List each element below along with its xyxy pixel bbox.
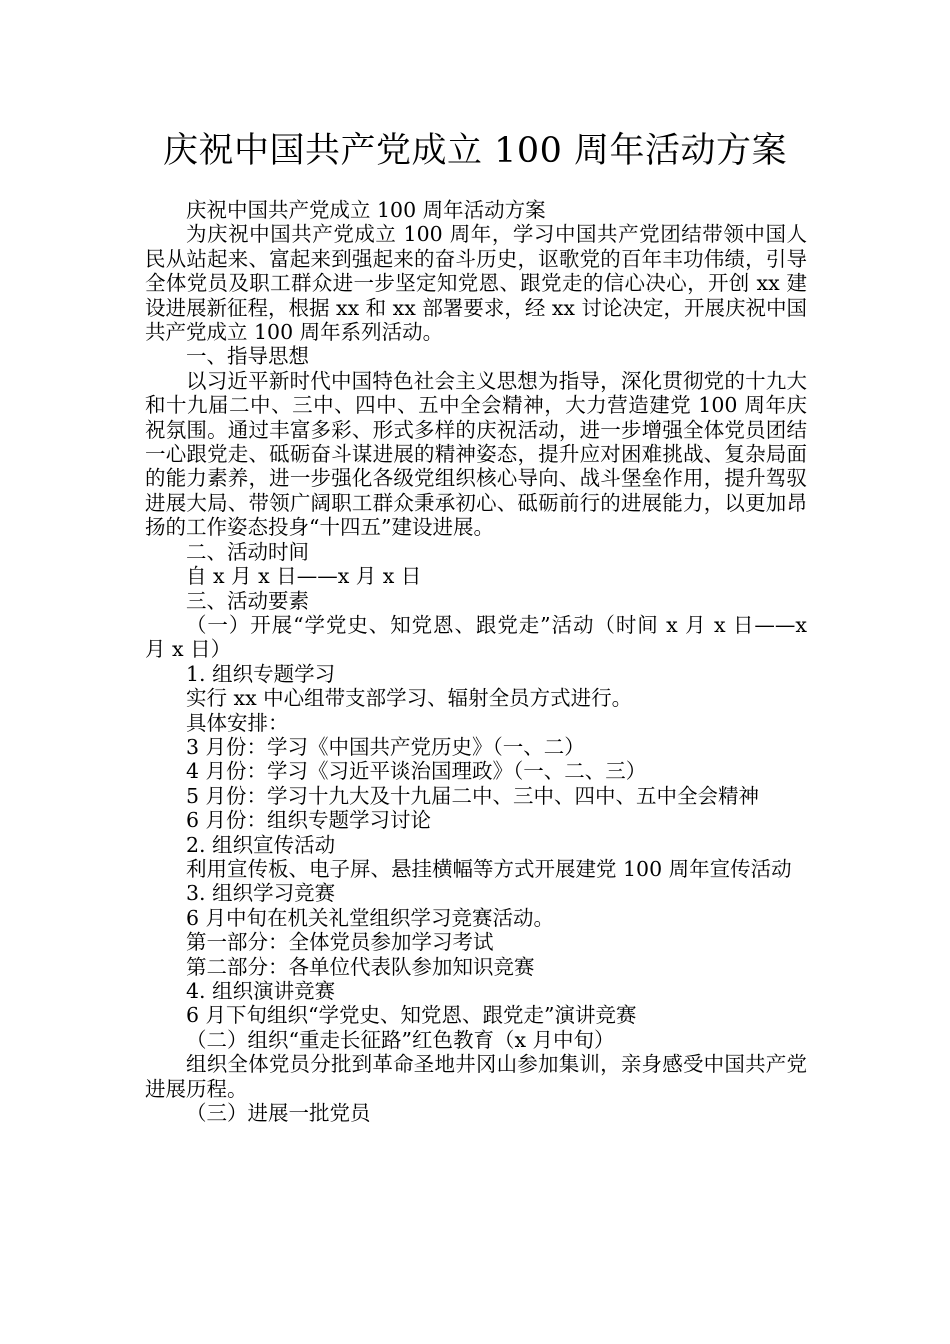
section-heading-activity-elements: 三、活动要素 <box>186 588 309 613</box>
competition-part-2: 第二部分：各单位代表队参加知识竞赛 <box>186 954 535 979</box>
schedule-item-april: 4 月份：学习《习近平谈治国理政》（一、二、三） <box>186 759 647 784</box>
paragraph-guiding-thought: 以习近平新时代中国特色社会主义思想为指导，深化贯彻党的十九大和十九届二中、三中、四中、五中全会精神，大力营造建党 100 周年庆祝氛围。通过丰富多彩、形式多样的庆祝活动，进一步增强全体党员团结一心跟党走、砥砺奋斗谋进展的精神姿态，提升应对困难挑战、复杂局面的能力素养，进一步强化各级党组织核心导向、战斗堡垒作用，提升驾驭进展大局、带领广阔职工群众秉承初心、砥砺前行的进展能力，以更加昂扬的工作姿态投身“十四五”建设进展。 <box>145 368 807 540</box>
schedule-item-june: 6 月份：组织专题学习讨论 <box>186 808 432 833</box>
schedule-item-may: 5 月份：学习十九大及十九届二中、三中、四中、五中全会精神 <box>186 783 760 808</box>
section-heading-guiding-thought: 一、指导思想 <box>186 344 309 369</box>
paragraph-competition: 6 月中旬在机关礼堂组织学习竞赛活动。 <box>186 905 555 930</box>
document-body <box>145 198 807 1125</box>
competition-part-1: 第一部分：全体党员参加学习考试 <box>186 930 494 955</box>
paragraph-intro: 为庆祝中国共产党成立 100 周年，学习中国共产党团结带领中国人民从站起来、富起来到强起来的奋斗历史，讴歌党的百年丰功伟绩，引导全体党员及职工群众进一步坚定知党恩、跟党走的信心决心，开创 xx 建设进展新征程，根据 xx 和 xx 部署要求，经 xx 讨论决定，开展庆祝中国共产党成立 100 周年系列活动。 <box>145 222 807 345</box>
subsection-heading-1: （一）开展“学党史、知党恩、跟党走”活动（时间 x 月 x 日——x 月 x 日） <box>145 612 807 662</box>
item-heading-study: 1. 组织专题学习 <box>186 661 336 686</box>
subsection-heading-2: （二）组织“重走长征路”红色教育（x 月中旬） <box>186 1027 615 1052</box>
document-title: 庆祝中国共产党成立 100 周年活动方案 <box>162 131 788 171</box>
item-heading-speech: 4. 组织演讲竞赛 <box>186 979 336 1003</box>
paragraph-publicity: 利用宣传板、电子屏、悬挂横幅等方式开展建党 100 周年宣传活动 <box>186 856 792 881</box>
paragraph-subtitle: 庆祝中国共产党成立 100 周年活动方案 <box>186 198 546 222</box>
subsection-heading-3: （三）进展一批党员 <box>186 1101 371 1126</box>
paragraph-red-education: 组织全体党员分批到革命圣地井冈山参加集训，亲身感受中国共产党进展历程。 <box>145 1052 807 1101</box>
paragraph-activity-time: 自 x 月 x 日——x 月 x 日 <box>186 564 422 589</box>
item-heading-publicity: 2. 组织宣传活动 <box>186 832 336 857</box>
paragraph-schedule-label: 具体安排： <box>186 710 289 735</box>
paragraph-study-method: 实行 xx 中心组带支部学习、辐射全员方式进行。 <box>186 686 633 711</box>
paragraph-speech: 6 月下旬组织“学党史、知党恩、跟党走”演讲竞赛 <box>186 1003 637 1028</box>
section-heading-activity-time: 二、活动时间 <box>186 539 309 564</box>
schedule-item-march: 3 月份：学习《中国共产党历史》（一、二） <box>186 734 585 759</box>
item-heading-competition: 3. 组织学习竞赛 <box>186 881 336 906</box>
